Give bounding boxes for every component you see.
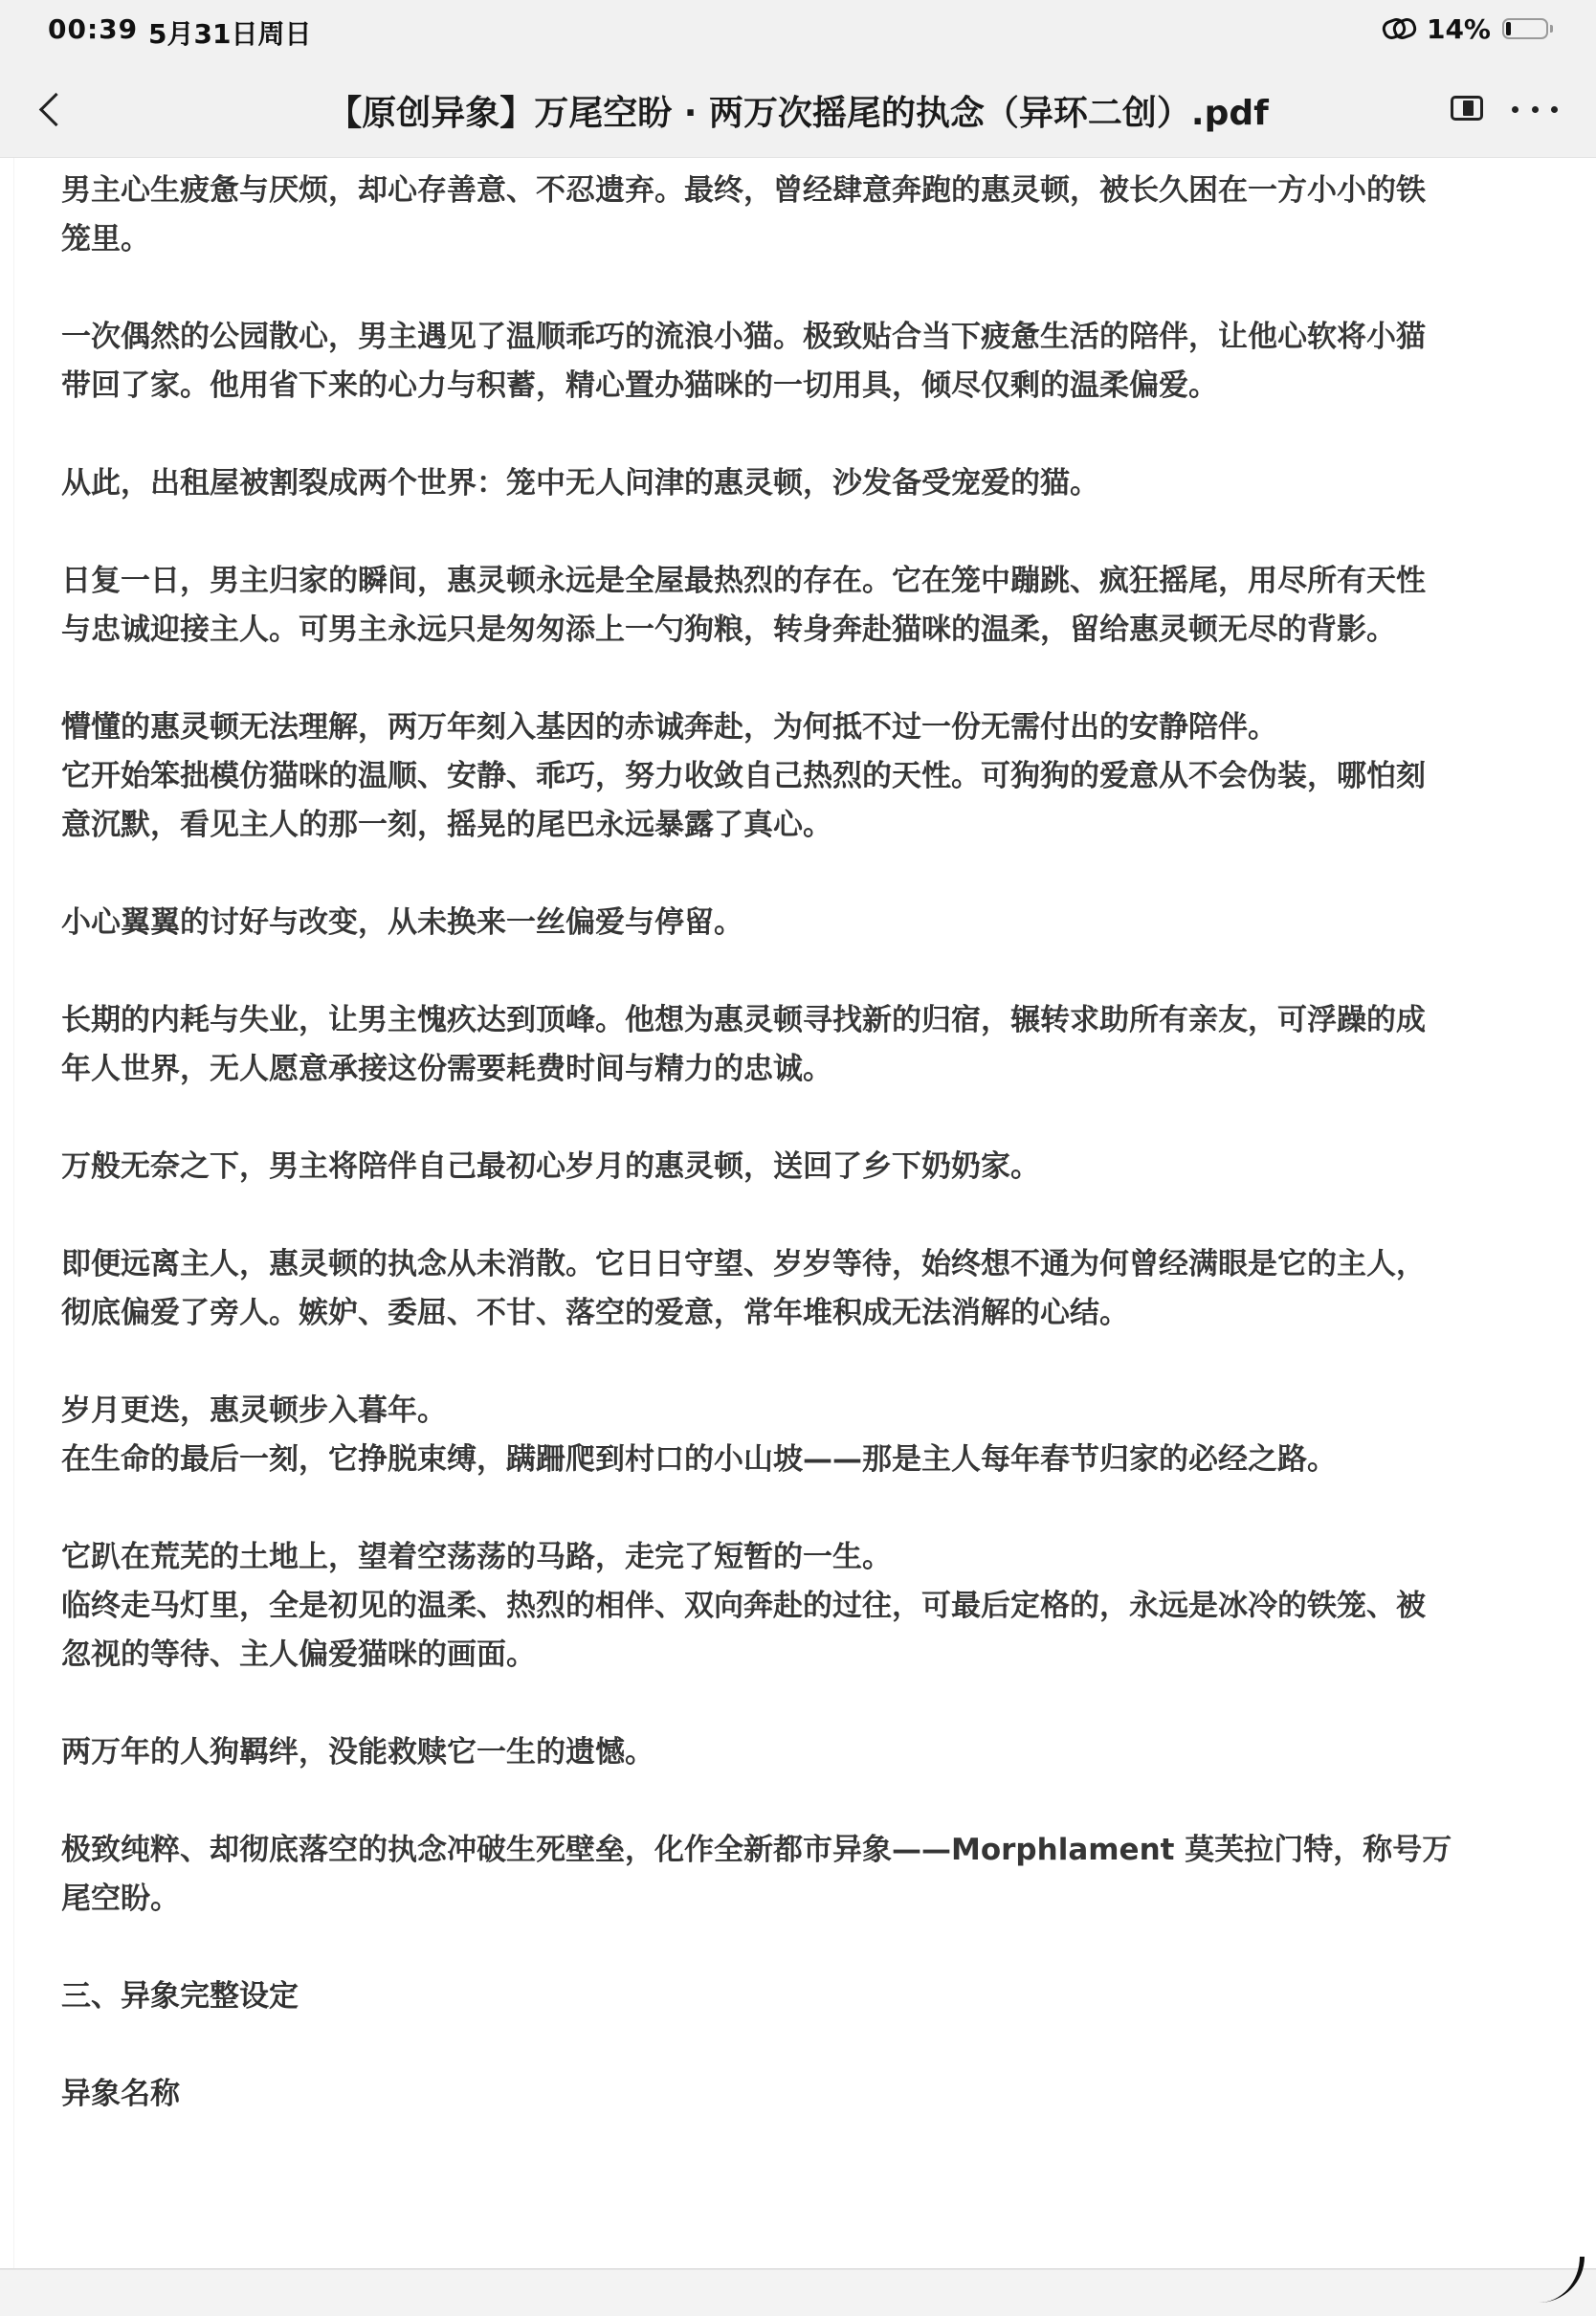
paragraph: [61, 1533, 1542, 1680]
sidebar-toggle-button[interactable]: [1451, 92, 1489, 126]
chevron-left-icon: [39, 93, 73, 126]
paragraph: [61, 557, 1542, 655]
status-time: 00:39: [48, 13, 139, 45]
battery-level: [1506, 22, 1511, 35]
more-horizontal-icon: [1512, 106, 1518, 113]
paragraph: [61, 459, 1542, 508]
paragraph-line: 小心翼翼的讨好与改变，从未换来一丝偏爱与停留。: [61, 905, 743, 940]
paragraph: [61, 996, 1542, 1094]
paragraph-line: 在生命的最后一刻，它挣脱束缚，蹒跚爬到村口的小山坡——那是主人每年春节归家的必经之路。: [61, 1442, 1337, 1477]
paragraph-line: 懵懂的惠灵顿无法理解，两万年刻入基因的赤诚奔赴，为何抵不过一份无需付出的安静陪伴。: [61, 710, 1277, 745]
status-indicators: [1383, 11, 1548, 46]
paragraph: [61, 1826, 1542, 1924]
paragraph-line: 带回了家。他用省下来的心力与积蓄，精心置办猫咪的一切用具，倾尽仅剩的温柔偏爱。: [61, 368, 1218, 403]
back-button[interactable]: [27, 82, 80, 136]
scroll-indicator[interactable]: [1533, 2251, 1590, 2308]
paragraph-line: 彻底偏爱了旁人。嫉妒、委屈、不甘、落空的爱意，常年堆积成无法消解的心结。: [61, 1296, 1129, 1330]
paragraph-line: 万般无奈之下，男主将陪伴自己最初心岁月的惠灵顿，送回了乡下奶奶家。: [61, 1149, 1040, 1184]
paragraph-line: 极致纯粹、却彻底落空的执念冲破生死壁垒，化作全新都市异象——Morphlament 莫芙拉门特，称号万: [61, 1833, 1452, 1867]
paragraph-line: 尾空盼。: [61, 1882, 180, 1916]
paragraph-line: 临终走马灯里，全是初见的温柔、热烈的相伴、双向奔赴的过往，可最后定格的，永远是冰冷的铁笼、被: [61, 1589, 1426, 1623]
status-bar: [0, 0, 1596, 61]
paragraph-line: 从此，出租屋被割裂成两个世界：笼中无人问津的惠灵顿，沙发备受宠爱的猫。: [61, 466, 1099, 501]
paragraph: [61, 899, 1542, 947]
paragraph: [61, 1387, 1542, 1484]
bottom-bar: [0, 2270, 1596, 2316]
paragraph-line: 一次偶然的公园散心，男主遇见了温顺乖巧的流浪小猫。极致贴合当下疲惫生活的陪伴，让他心软将小猫: [61, 320, 1426, 354]
paragraph-line: 长期的内耗与失业，让男主愧疚达到顶峰。他想为惠灵顿寻找新的归宿，辗转求助所有亲友，可浮躁的成: [61, 1003, 1426, 1037]
paragraph-line: 忽视的等待、主人偏爱猫咪的画面。: [61, 1637, 536, 1672]
battery-icon: [1502, 18, 1548, 39]
paragraph-line: 它开始笨拙模仿猫咪的温顺、安静、乖巧，努力收敛自己热烈的天性。可狗狗的爱意从不会伪装，哪怕刻: [61, 759, 1426, 793]
paragraph-line: 年人世界，无人愿意承接这份需要耗费时间与精力的忠诚。: [61, 1052, 832, 1086]
paragraph: [61, 703, 1542, 850]
scroll-arc-icon: [1534, 2257, 1585, 2303]
paragraph: [61, 1143, 1542, 1191]
paragraph-line: 两万年的人狗羁绊，没能救赎它一生的遗憾。: [61, 1735, 654, 1770]
page-edge: [13, 158, 14, 2268]
paragraph-line: 岁月更迭，惠灵顿步入暮年。: [61, 1393, 447, 1428]
paragraph: [61, 1728, 1542, 1777]
link-icon: [1383, 18, 1415, 39]
paragraph: [61, 313, 1542, 411]
paragraph-line: 意沉默，看见主人的那一刻，摇晃的尾巴永远暴露了真心。: [61, 808, 832, 842]
paragraph-line: 笼里。: [61, 222, 150, 256]
document-title: 【原创异象】万尾空盼 · 两万次摇尾的执念（异环二创）.pdf: [327, 94, 1269, 133]
document-content: [61, 167, 1542, 2168]
nav-bar: [0, 61, 1596, 158]
paragraph-line: 它趴在荒芜的土地上，望着空荡荡的马路，走完了短暂的一生。: [61, 1540, 892, 1574]
paragraph-line: 日复一日，男主归家的瞬间，惠灵顿永远是全屋最热烈的存在。它在笼中蹦跳、疯狂摇尾，用尽所有天性: [61, 564, 1426, 598]
section-heading: 三、异象完整设定: [61, 1979, 299, 2014]
status-date: 5月31日周日: [148, 18, 312, 50]
paragraph-line: 男主心生疲惫与厌烦，却心存善意、不忍遗弃。最终，曾经肆意奔跑的惠灵顿，被长久困在一方小小的铁: [61, 173, 1426, 208]
more-button[interactable]: [1512, 92, 1558, 126]
paragraph-line: 即便远离主人，惠灵顿的执念从未消散。它日日守望、岁岁等待，始终想不通为何曾经满眼是它的主人，: [61, 1247, 1426, 1281]
paragraph-line: 与忠诚迎接主人。可男主永远只是匆匆添上一勺狗粮，转身奔赴猫咪的温柔，留给惠灵顿无尽的背影。: [61, 612, 1396, 647]
subheading: 异象名称: [61, 2077, 180, 2111]
battery-percent: 14%: [1426, 12, 1491, 45]
paragraph: [61, 1240, 1542, 1338]
paragraph-list: [61, 167, 1542, 1924]
paragraph: [61, 167, 1542, 264]
